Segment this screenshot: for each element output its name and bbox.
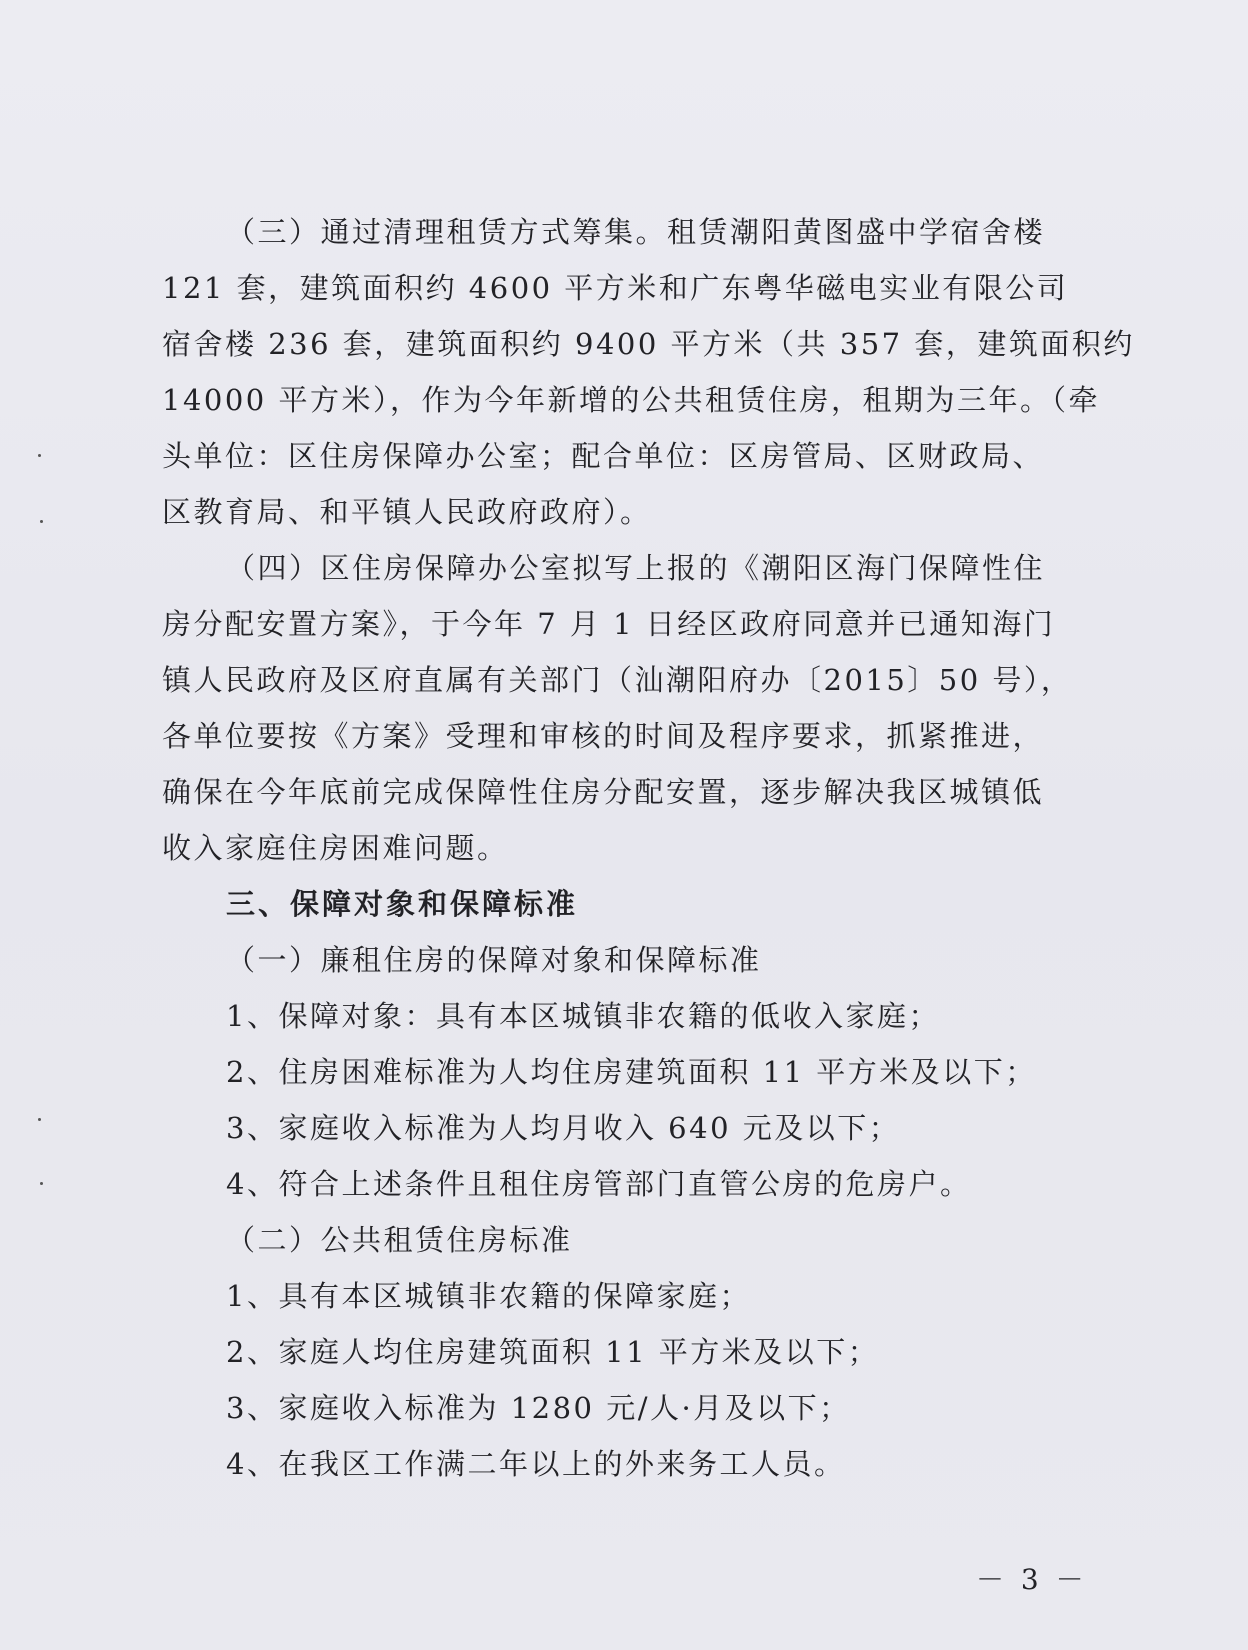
scan-speck — [38, 454, 41, 457]
paragraph-line: 头单位：区住房保障办公室；配合单位：区房管局、区财政局、 — [162, 439, 1045, 473]
list-item: 1、具有本区城镇非农籍的保障家庭； — [226, 1279, 751, 1313]
subsection-heading: （一）廉租住房的保障对象和保障标准 — [226, 943, 762, 977]
list-item: 2、家庭人均住房建筑面积 11 平方米及以下； — [226, 1335, 880, 1369]
paragraph-line: 14000 平方米），作为今年新增的公共租赁住房，租期为三年。（牵 — [162, 383, 1100, 417]
paragraph-line: 房分配安置方案》，于今年 7 月 1 日经区政府同意并已通知海门 — [162, 607, 1056, 641]
scan-speck — [40, 1182, 43, 1185]
paragraph-line: 各单位要按《方案》受理和审核的时间及程序要求，抓紧推进， — [162, 719, 1045, 753]
scan-speck — [38, 1118, 41, 1121]
list-item: 2、住房困难标准为人均住房建筑面积 11 平方米及以下； — [226, 1055, 1037, 1089]
list-item: 4、在我区工作满二年以上的外来务工人员。 — [226, 1447, 846, 1481]
paragraph-line: 确保在今年底前完成保障性住房分配安置，逐步解决我区城镇低 — [162, 775, 1045, 809]
paragraph-line: 区教育局、和平镇人民政府政府）。 — [162, 495, 652, 529]
section-heading: 三、保障对象和保障标准 — [226, 887, 579, 921]
paragraph-line: 宿舍楼 236 套，建筑面积约 9400 平方米（共 357 套，建筑面积约 — [162, 327, 1135, 361]
list-item: 3、家庭收入标准为人均月收入 640 元及以下； — [226, 1111, 901, 1145]
list-item: 1、保障对象：具有本区城镇非农籍的低收入家庭； — [226, 999, 940, 1033]
paragraph-line: 121 套，建筑面积约 4600 平方米和广东粤华磁电实业有限公司 — [162, 271, 1069, 305]
paragraph-line: 镇人民政府及区府直属有关部门（汕潮阳府办〔2015〕50 号）， — [162, 663, 1073, 697]
paragraph-line: 收入家庭住房困难问题。 — [162, 831, 509, 865]
list-item: 4、符合上述条件且租住房管部门直管公房的危房户。 — [226, 1167, 972, 1201]
paragraph-line: （四）区住房保障办公室拟写上报的《潮阳区海门保障性住 — [226, 551, 1046, 585]
list-item: 3、家庭收入标准为 1280 元/人·月及以下； — [226, 1391, 851, 1425]
scan-speck — [40, 520, 43, 523]
subsection-heading: （二）公共租赁住房标准 — [226, 1223, 573, 1257]
page-number: － 3 － — [976, 1563, 1088, 1596]
paragraph-line: （三）通过清理租赁方式筹集。租赁潮阳黄图盛中学宿舍楼 — [226, 215, 1046, 249]
